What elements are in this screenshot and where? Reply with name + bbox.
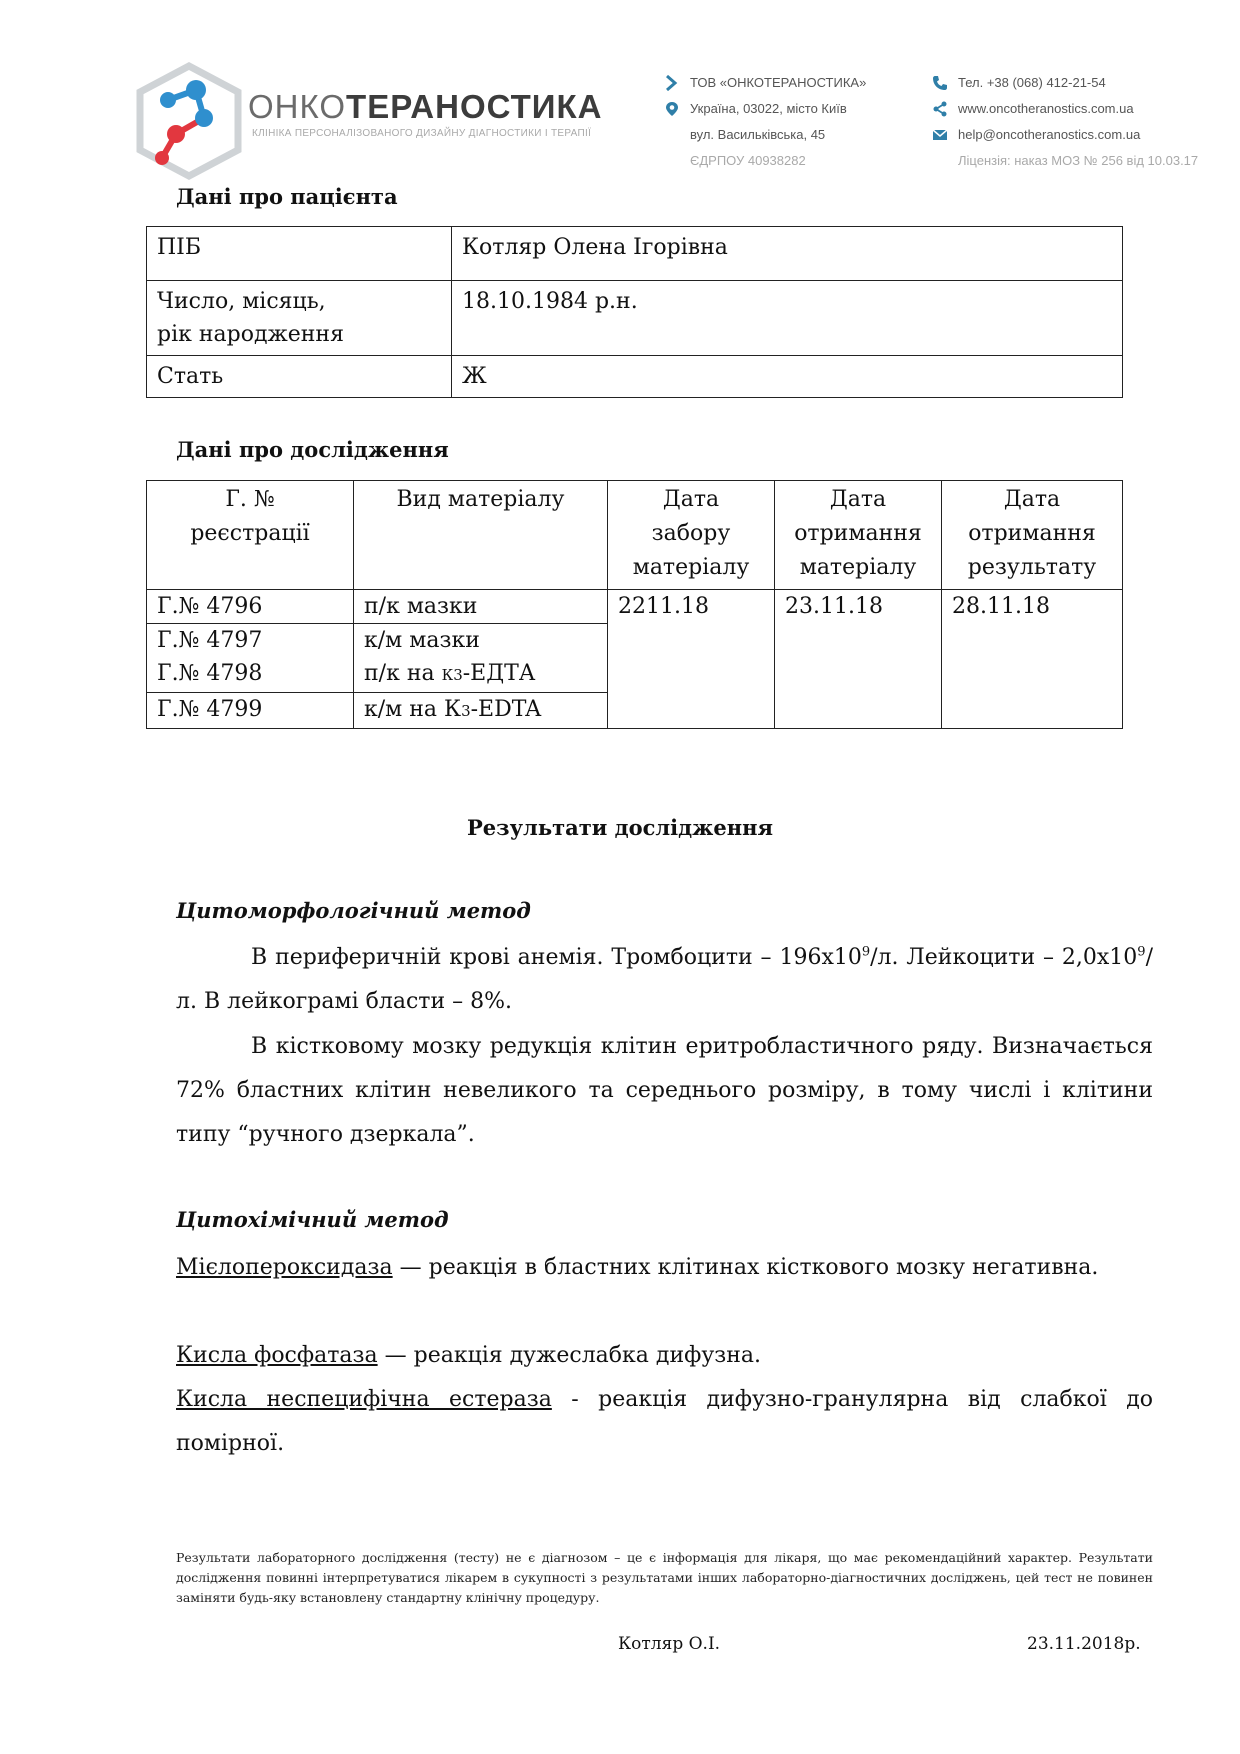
- cytochem-item-acid-phosphatase: [176, 1334, 1153, 1378]
- table-row: [147, 281, 1123, 356]
- header-line: Дата: [662, 487, 720, 512]
- registration-number: Г.№ 4799: [147, 693, 354, 729]
- material-text: -EDTA: [470, 697, 542, 722]
- material-text: -ЕДТА: [462, 661, 536, 686]
- header-line: Г. №: [225, 487, 275, 512]
- dob-label-line-2: рік народження: [157, 322, 344, 347]
- patient-full-name: Котляр Олена Ігорівна: [452, 227, 1123, 281]
- material-type: к/м мазки: [354, 624, 608, 658]
- phone-number[interactable]: Тел. +38 (068) 412-21-54: [958, 75, 1106, 90]
- header-line: отримання: [968, 521, 1096, 546]
- phone-icon: [932, 75, 948, 91]
- header-line: Вид матеріалу: [396, 487, 565, 512]
- test-name: Кисла неспецифічна естераза: [176, 1387, 552, 1412]
- patient-heading: Дані про пацієнта: [176, 184, 398, 209]
- superscript: 9: [861, 944, 871, 960]
- date-received: 23.11.18: [775, 590, 942, 729]
- address-line-2: вул. Васильківська, 45: [690, 127, 826, 142]
- cytochem-heading: Цитохімічний метод: [176, 1207, 449, 1232]
- col-material: [354, 481, 608, 590]
- location-pin-icon: [664, 101, 680, 117]
- contact-details: [932, 70, 1198, 174]
- header-line: матеріалу: [632, 555, 750, 580]
- patient-sex: Ж: [452, 356, 1123, 398]
- header-line: результату: [967, 555, 1097, 580]
- registration-number: Г.№ 4796: [147, 590, 354, 624]
- table-row: [147, 227, 1123, 281]
- header-line: матеріалу: [799, 555, 917, 580]
- edrpou-row: [664, 148, 866, 174]
- material-text: п/к на: [364, 661, 442, 686]
- signature-date: 23.11.2018р.: [1027, 1634, 1141, 1654]
- col-date-received: [775, 481, 942, 590]
- share-icon: [932, 101, 948, 117]
- table-row: [147, 356, 1123, 398]
- patient-table: [146, 226, 1123, 398]
- license-text: Ліцензія: наказ МОЗ № 256 від 10.03.17: [958, 153, 1199, 168]
- company-contacts: [664, 70, 866, 174]
- patient-label-sex: Стать: [147, 356, 452, 398]
- col-date-result: [942, 481, 1123, 590]
- cytochem-item-esterase: [176, 1378, 1153, 1466]
- cytomorph-paragraph-2: В кістковому мозку редукція клітин еритробластичного ряду. Визначається 72% бластних клітин невеликого та середнього розміру, в тому числі і клітини типу “ручного дзеркала”.: [176, 1034, 1153, 1147]
- website-row: [932, 96, 1198, 122]
- header-line: Дата: [1003, 487, 1061, 512]
- col-date-collected: [608, 481, 775, 590]
- clinic-logo: [126, 60, 252, 180]
- address-row: [664, 96, 866, 122]
- brand-name: ОНКОТЕРАНОСТИКА: [248, 88, 603, 125]
- header-line: реєстрації: [190, 521, 310, 546]
- text-run: В периферичній крові анемія. Тромбоцити – 196х10: [251, 945, 862, 970]
- material-type: п/к мазки: [354, 590, 608, 624]
- cytomorph-heading: Цитоморфологічний метод: [176, 898, 531, 923]
- signature-name: Котляр О.І.: [618, 1634, 721, 1654]
- patient-dob: 18.10.1984 р.н.: [452, 281, 1123, 356]
- table-row: [147, 590, 1123, 624]
- company-name: ТОВ «ОНКОТЕРАНОСТИКА»: [690, 75, 867, 90]
- cytochem-item-myeloperoxidase: [176, 1246, 1153, 1290]
- text-run: /л. В лейкограмі бласти – 8%.: [176, 945, 1153, 1014]
- patient-label-name: ПІБ: [147, 227, 452, 281]
- header-line: отримання: [794, 521, 922, 546]
- address-row-2: [664, 122, 866, 148]
- registration-number: Г.№ 4798: [147, 657, 354, 693]
- address-line-1: Україна, 03022, місто Київ: [690, 101, 847, 116]
- date-collected: 2211.18: [608, 590, 775, 729]
- test-result: — реакція дужеслабка дифузна.: [377, 1343, 762, 1368]
- arrow-icon: [664, 75, 680, 91]
- material-subscript: К3: [441, 666, 463, 684]
- study-table: [146, 480, 1123, 729]
- table-header-row: [147, 481, 1123, 590]
- results-heading: Результати дослідження: [467, 815, 773, 840]
- email-link[interactable]: help@oncotheranostics.com.ua: [958, 127, 1141, 142]
- col-registration: [147, 481, 354, 590]
- dob-label-line-1: Число, місяць,: [157, 289, 326, 314]
- phone-row: [932, 70, 1198, 96]
- license-row: [932, 148, 1198, 174]
- material-text: к/м на К: [364, 697, 462, 722]
- patient-label-dob: [147, 281, 452, 356]
- edrpou-code: ЄДРПОУ 40938282: [690, 153, 806, 168]
- test-name: Кисла фосфатаза: [176, 1343, 378, 1368]
- header-line: забору: [651, 521, 731, 546]
- website-link[interactable]: www.oncotheranostics.com.ua: [958, 101, 1134, 116]
- material-type: [354, 693, 608, 729]
- material-subscript: 3: [461, 702, 471, 720]
- cytomorph-paragraph-1: [176, 936, 1153, 1024]
- test-name: Мієлопероксидаза: [176, 1255, 393, 1280]
- brand-tagline: КЛІНІКА ПЕРСОНАЛІЗОВАНОГО ДИЗАЙНУ ДІАГНОСТИКИ І ТЕРАПІЇ: [252, 128, 592, 139]
- superscript: 9: [1137, 944, 1146, 960]
- registration-number: Г.№ 4797: [147, 624, 354, 658]
- test-result: — реакція в бластних клітинах кісткового мозку негативна.: [392, 1255, 1099, 1280]
- date-result: 28.11.18: [942, 590, 1123, 729]
- test-result: - реакція дифузно-гранулярна від слабкої до помірної.: [176, 1387, 1154, 1456]
- header-line: Дата: [829, 487, 887, 512]
- email-row: [932, 122, 1198, 148]
- material-type: [354, 657, 608, 693]
- company-row: [664, 70, 866, 96]
- disclaimer: Результати лабораторного дослідження (тесту) не є діагнозом – це є інформація для лікаря, що має рекомендаційний характер. Результати дослідження повинні інтерпретуватися лікарем в сукупності з результатами інших лабораторно-діагностичних досліджень, цей тест не повинен заміняти будь-яку встановлену стандартну клінічну процедуру.: [176, 1550, 1153, 1605]
- envelope-icon: [932, 127, 948, 143]
- study-heading: Дані про дослідження: [176, 437, 449, 462]
- text-run: /л. Лейкоцити – 2,0х10: [870, 945, 1138, 970]
